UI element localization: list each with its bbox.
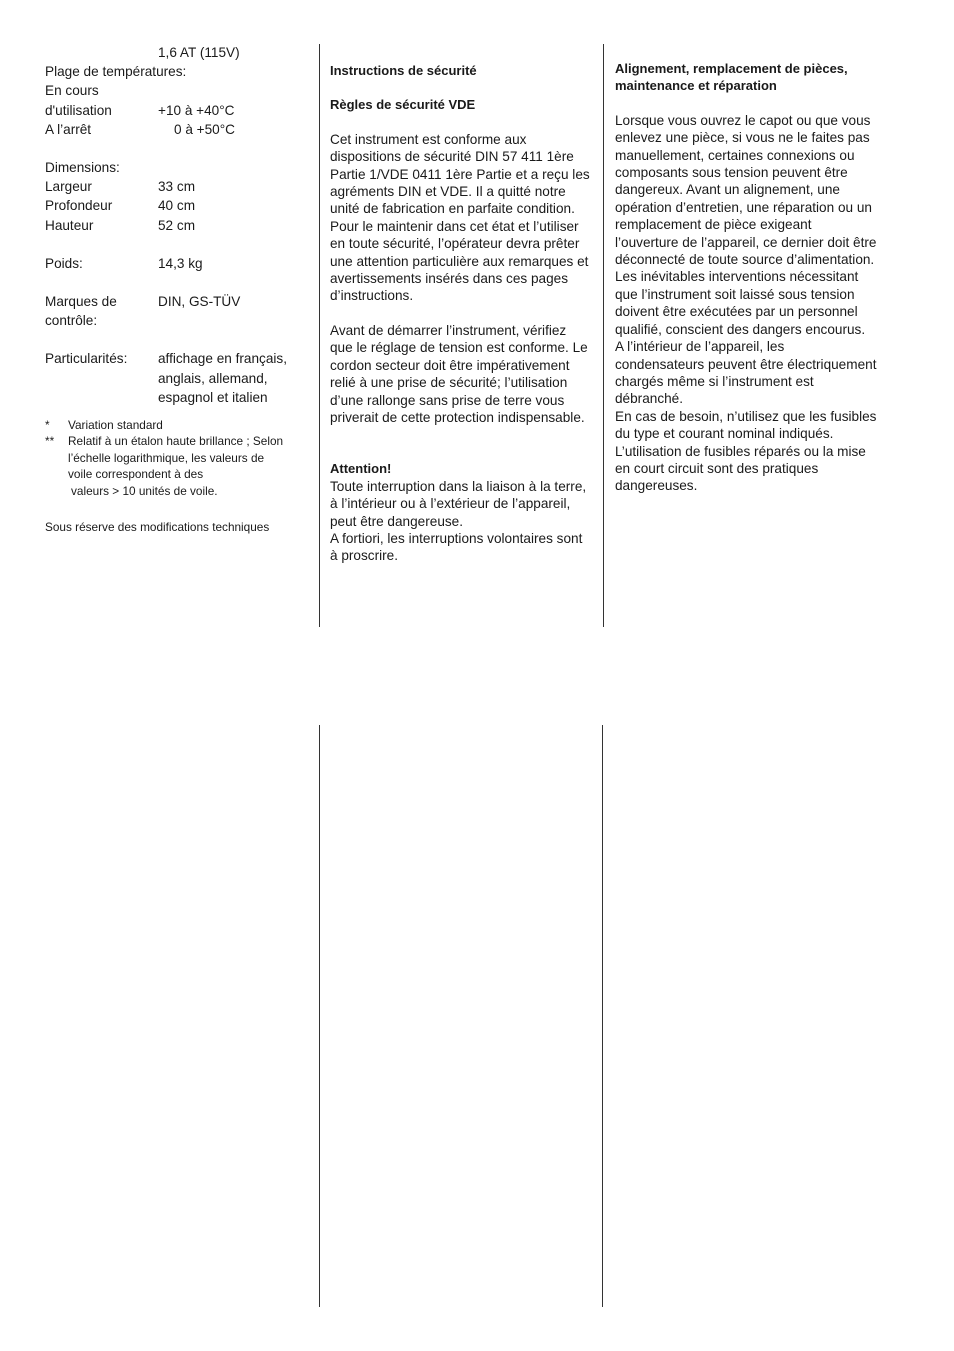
footnote-1: * Variation standard [45, 418, 163, 433]
startup-paragraph: Avant de démarrer l’instrument, vérifiez que le réglage de tension est conforme. Le cordon secteur doit être impérativement relié à une prise de sécurité; l’utilisation d’une rallonge sans prise de terre vous priverait de cette protection indispensable. [330, 322, 588, 425]
spec-value: DIN, GS-TÜV [158, 294, 241, 310]
spec-label: Particularités: [45, 351, 128, 367]
spec-label: Largeur [45, 179, 92, 195]
divider-upper-left [319, 44, 320, 627]
attention-heading: Attention! [330, 461, 392, 477]
dimensions-label: Dimensions: [45, 160, 120, 176]
spec-particularites-row [45, 349, 307, 407]
divider-lower-right [602, 725, 603, 1307]
spec-label: Marques de contrôle: [45, 294, 117, 329]
spec-label: A l’arrêt [45, 121, 92, 137]
spec-value: 14,3 kg [158, 255, 203, 271]
spec-label: Poids: [45, 255, 83, 271]
forbidden-interruptions-paragraph: A fortiori, les interruptions volontaires sont à proscrire. [330, 530, 583, 564]
safety-column [330, 62, 592, 565]
vde-paragraph: Cet instrument est conforme aux dispositions de sécurité DIN 57 411 1ère Partie 1/VDE 0411 1ère Partie et a reçu les agréments DIN et VDE. Il a quitté notre unité de fabrication en parfaite condition. Pour le maintenir dans cet état et l’utiliser en toute sécurité, l’opérateur devra prêter une attention particulière aux remarques et avertissements insérés dans ces pages d’instructions. [330, 131, 590, 304]
spec-value: 33 cm [158, 179, 196, 195]
spec-fuse-row [45, 43, 307, 62]
spec-largeur-row [45, 177, 307, 196]
spec-label: Profondeur [45, 198, 113, 214]
spec-value: 0 à +50°C [174, 121, 235, 137]
spec-fuse-value: 1,6 AT (115V) [158, 45, 240, 60]
maintenance-paragraph-3: En cas de besoin, n’utilisez que les fusibles du type et courant nominal indiqués. L’utilisation de fusibles réparés ou la mise en court circuit sont des pratiques dangereuses. [615, 408, 877, 494]
divider-lower-left [319, 725, 320, 1307]
divider-upper-right [603, 44, 604, 627]
footnote-2: ** Relatif à un étalon haute brillance ; Selon l’échelle logarithmique, les valeurs de voile correspondent à des [45, 434, 284, 482]
technical-reserve-note: Sous réserve des modifications techniques [45, 520, 270, 535]
spec-label: d'utilisation [45, 102, 112, 118]
ground-warning-paragraph: Toute interruption dans la liaison à la terre, à l’intérieur ou à l’extérieur de l’appareil, peut être dangereuse. [330, 478, 587, 529]
spec-profondeur-row [45, 196, 307, 215]
spec-hauteur-row [45, 216, 307, 235]
spec-value: +10 à +40°C [158, 102, 235, 118]
temp-range-label: Plage de températures: [45, 64, 187, 80]
footnote-2-last: valeurs > 10 unités de voile. [71, 483, 218, 498]
maintenance-heading: Alignement, remplacement de pièces, maintenance et réparation [615, 61, 848, 94]
vde-heading: Règles de sécurité VDE [330, 97, 476, 113]
spec-marques-row [45, 292, 307, 330]
spec-value: 52 cm [158, 217, 196, 233]
maintenance-paragraph-2: A l’intérieur de l’appareil, les condensateurs peuvent être électriquement chargés même si l’instrument est débranché. [615, 339, 877, 407]
spec-arret-row [45, 120, 307, 139]
spec-poids-row [45, 254, 307, 273]
spec-utilisation-row [45, 101, 307, 120]
en-cours-label: En cours [45, 83, 99, 99]
spec-label: Hauteur [45, 217, 94, 233]
maintenance-paragraph-1: Lorsque vous ouvrez le capot ou que vous enlevez une pièce, si vous ne le faites pas manuellement, certaines connexions ou composants sous tension peuvent être dangereux. Avant un alignement, une opération d’entretien, une réparation ou un remplacement de pièce exigeant l’ouverture de l’appareil, ce dernier doit être déconnecté de toute source d’alimentation. Les inévitables interventions nécessitant que l’instrument soit laissé sous tension doivent être exécutées par un personnel qualifié, conscient des dangers encourus. [615, 112, 877, 337]
spec-value: affichage en français, anglais, allemand, espagnol et italien [158, 351, 287, 405]
specs-column [45, 43, 307, 535]
spec-value: 40 cm [158, 198, 196, 214]
maintenance-column [615, 60, 877, 495]
safety-heading: Instructions de sécurité [330, 63, 477, 78]
